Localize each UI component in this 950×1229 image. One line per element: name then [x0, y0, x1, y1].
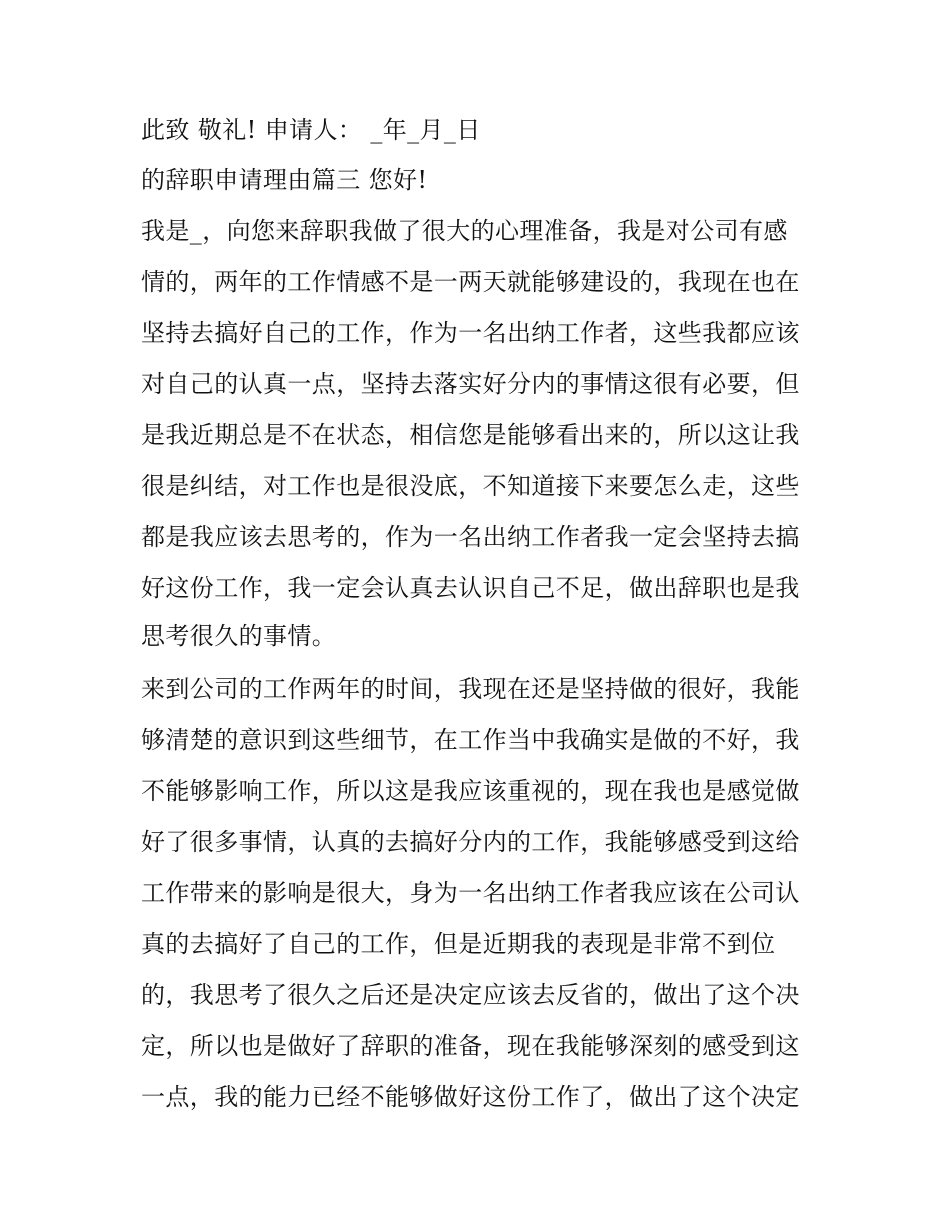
paragraph-line: 够清楚的意识到这些细节，在工作当中我确实是做的不好，我	[141, 726, 800, 754]
paragraph-line: 真的去搞好了自己的工作，但是近期我的表现是非常不到位	[141, 930, 776, 958]
paragraph-line: 是我近期总是不在状态，相信您是能够看出来的，所以这让我	[141, 421, 800, 449]
paragraph-line: 好了很多事情，认真的去搞好分内的工作，我能够感受到这给	[141, 828, 800, 856]
paragraph-line: 坚持去搞好自己的工作，作为一名出纳工作者，这些我都应该	[141, 319, 800, 347]
paragraph-line: 对自己的认真一点，坚持去落实好分内的事情这很有必要，但	[141, 370, 800, 398]
section-heading: 的辞职申请理由篇三 您好!	[141, 166, 428, 194]
paragraph-line: 来到公司的工作两年的时间，我现在还是坚持做的很好，我能	[141, 675, 800, 703]
paragraph-line: 定，所以也是做好了辞职的准备，现在我能够深刻的感受到这	[141, 1032, 800, 1060]
paragraph-line: 的，我思考了很久之后还是决定应该去反省的，做出了这个决	[141, 981, 800, 1009]
paragraph-line: 都是我应该去思考的，作为一名出纳工作者我一定会坚持去搞	[141, 523, 800, 551]
paragraph-line: 不能够影响工作，所以这是我应该重视的，现在我也是感觉做	[141, 777, 800, 805]
paragraph-line: 工作带来的影响是很大，身为一名出纳工作者我应该在公司认	[141, 879, 800, 907]
paragraph-line: 一点，我的能力已经不能够做好这份工作了，做出了这个决定	[141, 1083, 800, 1111]
paragraph-line: 我是_，向您来辞职我做了很大的心理准备，我是对公司有感	[141, 217, 788, 245]
closing-line: 此致 敬礼! 申请人： _年_月_日	[141, 116, 481, 144]
paragraph-line: 情的，两年的工作情感不是一两天就能够建设的，我现在也在	[141, 268, 800, 296]
paragraph-line: 好这份工作，我一定会认真去认识自己不足，做出辞职也是我	[141, 574, 800, 602]
paragraph-line: 很是纠结，对工作也是很没底，不知道接下来要怎么走，这些	[141, 472, 800, 500]
paragraph-line: 思考很久的事情。	[141, 622, 337, 650]
